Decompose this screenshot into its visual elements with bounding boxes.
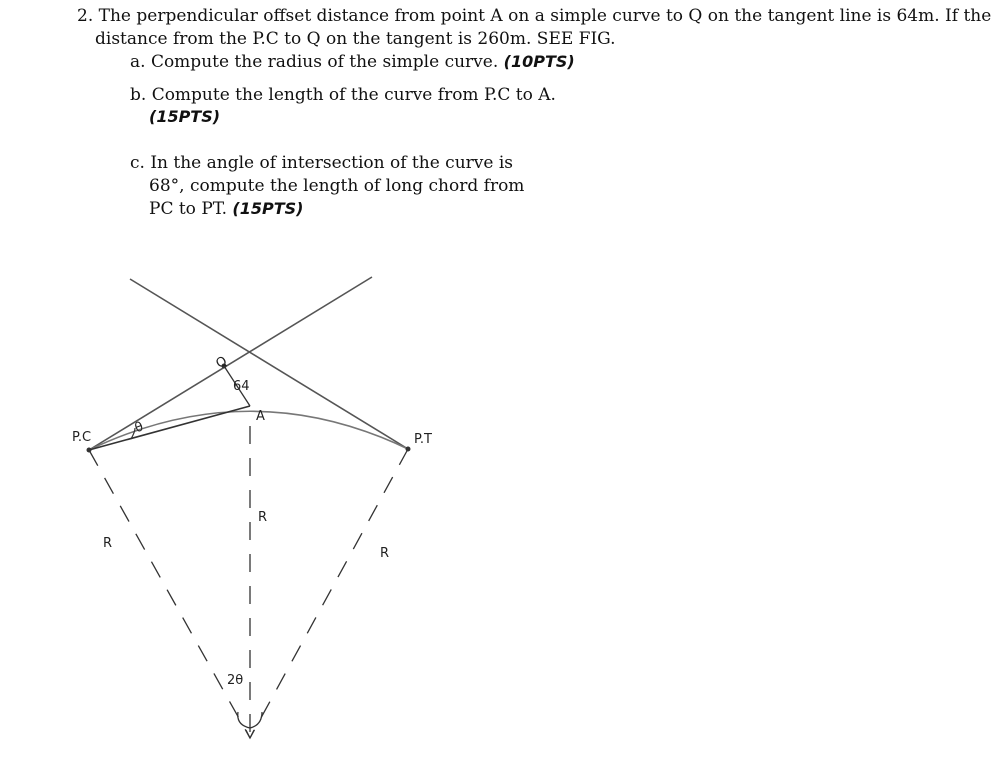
label-a: A bbox=[256, 409, 265, 424]
label-theta: θ bbox=[132, 419, 146, 437]
part-b-text: b. Compute the length of the curve from P.C to A. bbox=[130, 85, 556, 105]
part-b-points: (15PTS) bbox=[149, 107, 221, 126]
part-c-points: (15PTS) bbox=[232, 199, 304, 218]
label-pt: P.T bbox=[414, 432, 432, 447]
pc-point-marker bbox=[87, 448, 92, 453]
tangent-line-pc-side bbox=[89, 277, 372, 450]
label-offset: 64 bbox=[233, 379, 250, 394]
part-c-line-3-text: PC to PT. bbox=[149, 199, 233, 219]
chord-pc-to-a bbox=[89, 406, 250, 450]
part-c-line-1-text: c. In the angle of intersection of the curve is bbox=[130, 153, 514, 173]
label-r-right: R bbox=[380, 546, 390, 561]
part-a-text: a. Compute the radius of the simple curve. bbox=[130, 52, 504, 72]
label-two-theta: 2θ bbox=[227, 673, 244, 688]
tangent-line-pt-side bbox=[130, 279, 408, 449]
label-q: Q bbox=[213, 353, 230, 372]
problem-line-1-text: 2. The perpendicular offset distance from point A on a simple curve to Q on the tangent line is 64m. If the bbox=[77, 6, 992, 26]
label-pc: P.C bbox=[72, 430, 92, 445]
problem-line-2-text: distance from the P.C to Q on the tangent is 260m. SEE FIG. bbox=[95, 29, 616, 49]
radius-line-right bbox=[250, 449, 408, 738]
part-a-points: (10PTS) bbox=[503, 52, 575, 71]
pt-point-marker bbox=[406, 447, 411, 452]
part-c-line-2-text: 68°, compute the length of long chord from bbox=[149, 176, 525, 196]
label-r-center: R bbox=[258, 510, 268, 525]
radius-line-left bbox=[89, 450, 250, 738]
label-r-left: R bbox=[103, 536, 113, 551]
